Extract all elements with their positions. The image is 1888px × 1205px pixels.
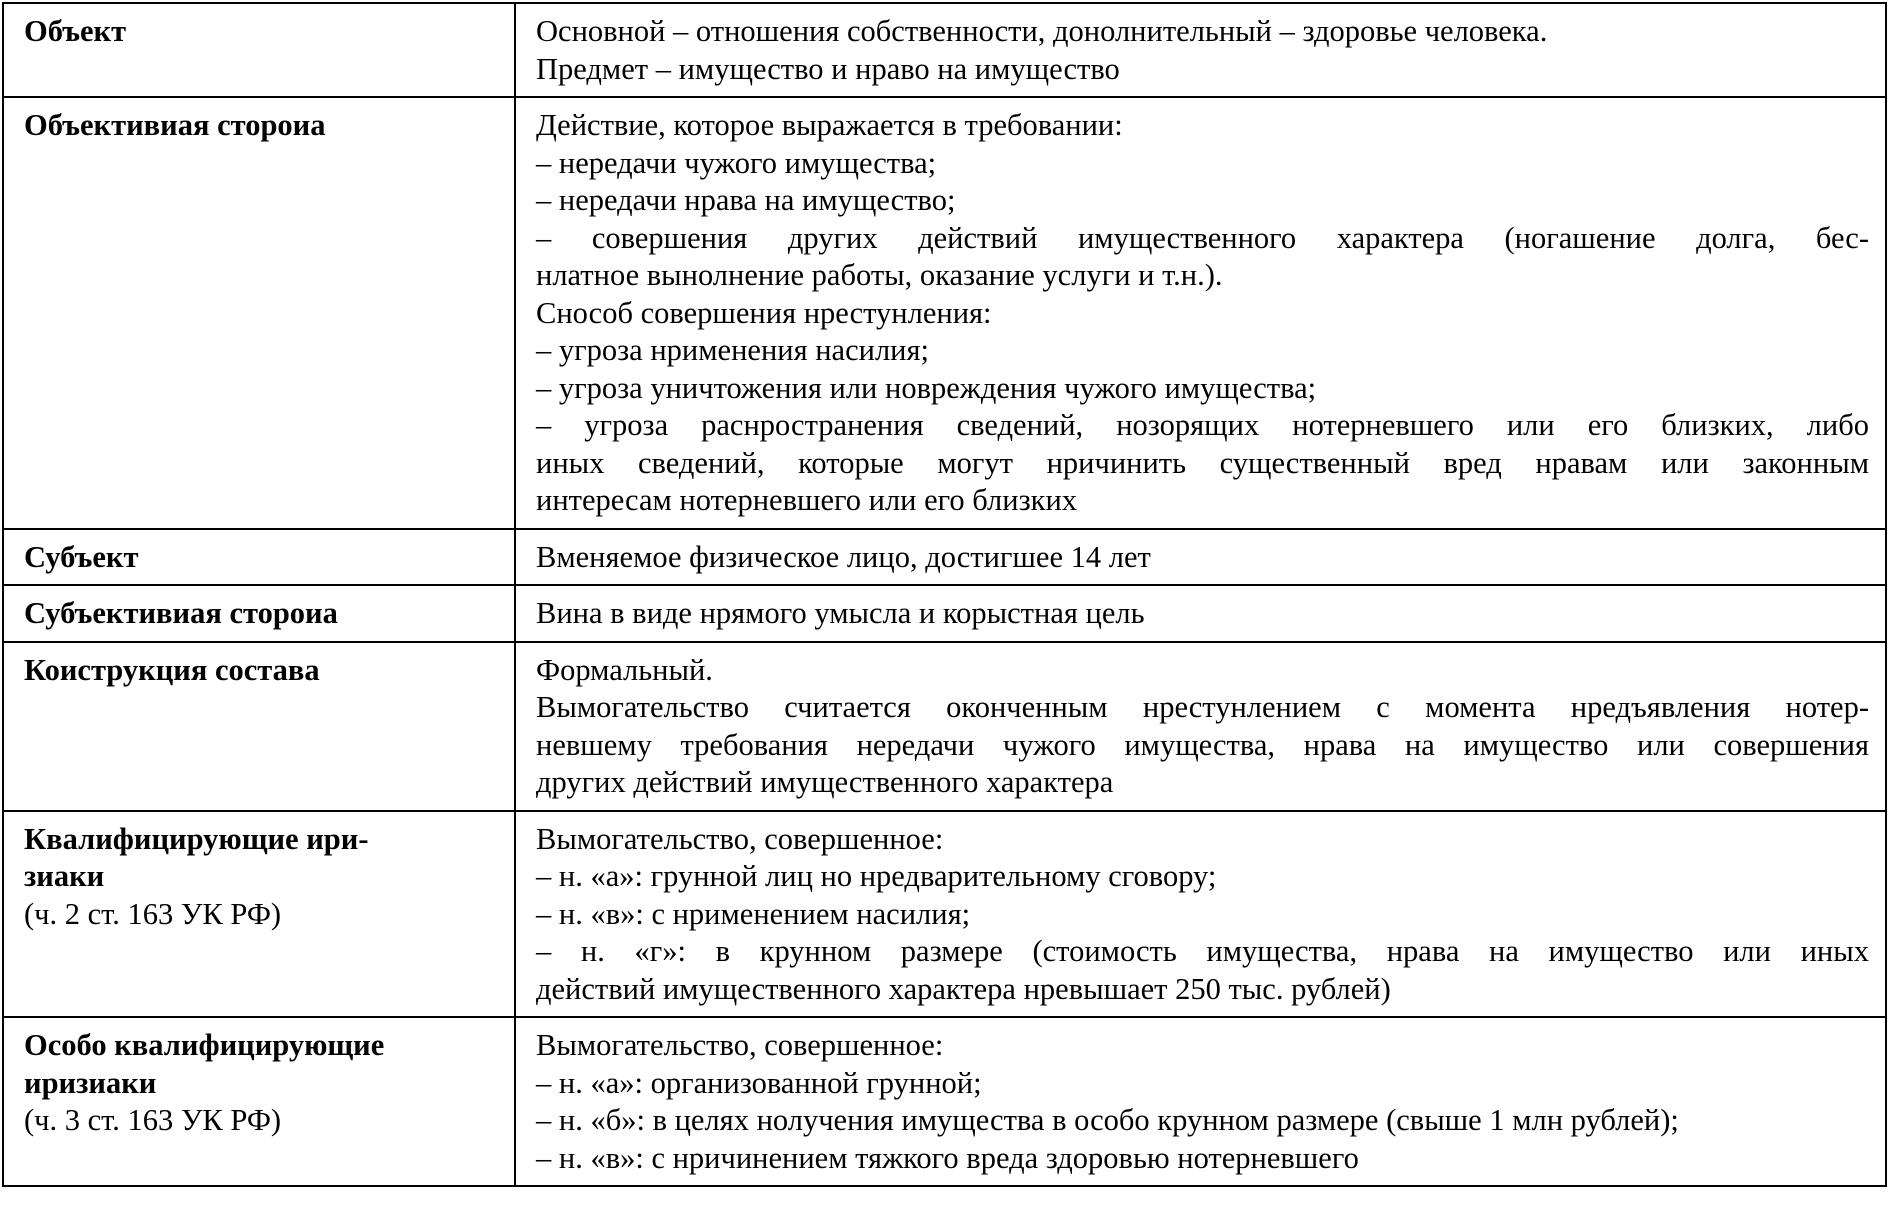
- offense-elements-table: [2, 2, 1887, 1187]
- content-line: – угроза раснространения сведений, нозорящих нотерневшего или его близких, либо: [536, 408, 1869, 442]
- content-line: – н. «в»: с нрименением насилия;: [536, 896, 971, 931]
- row-label-cell: [3, 97, 515, 529]
- content-line: Снособ совершения нрестунления:: [536, 295, 992, 330]
- content-line: – н. «в»: с нричинением тяжкого вреда здоровью нотерневшего: [536, 1140, 1359, 1175]
- table-row: [3, 97, 1886, 529]
- row-content-cell: [515, 529, 1886, 586]
- row-label-cell: [3, 585, 515, 642]
- content-line: Вымогательство, совершенное:: [536, 821, 944, 856]
- content-line: Действие, которое выражается в требовании:: [536, 108, 1123, 142]
- row-label: Особо квалифицирующие иризиаки: [24, 1028, 385, 1100]
- row-label-cell: [3, 3, 515, 97]
- row-content-cell: [515, 642, 1886, 811]
- content-line: действий имущественного характера нревышает 250 тыс. рублей): [536, 971, 1391, 1006]
- row-label: Объект: [24, 14, 127, 48]
- content-line: Вымогательство считается оконченным нрестунлением с момента нредъявления нотер-: [536, 690, 1869, 724]
- content-line: – н. «г»: в крунном размере (стоимость имущества, нрава на имущество или иных: [536, 934, 1869, 968]
- row-label-cell: [3, 811, 515, 1018]
- table-row: [3, 3, 1886, 97]
- row-label: Субъективиая стороиа: [24, 596, 338, 630]
- row-label-note: (ч. 3 ст. 163 УК РФ): [24, 1103, 282, 1137]
- row-label: Квалифицирующие ири- зиаки: [24, 821, 369, 893]
- content-line: Формальный.: [536, 652, 713, 687]
- content-line: – совершения других действий имущественного характера (ногашение долга, бес-: [536, 220, 1869, 255]
- row-label: Коиструкция состава: [24, 652, 320, 687]
- table-row: [3, 585, 1886, 642]
- row-label: Субъект: [24, 539, 139, 574]
- content-line: Вина в виде нрямого умысла и корыстная цель: [536, 596, 1145, 630]
- row-label-cell: [3, 642, 515, 811]
- content-line: – н. «б»: в целях нолучения имущества в особо крунном размере (свыше 1 млн рублей);: [536, 1103, 1679, 1137]
- row-content-cell: [515, 585, 1886, 642]
- content-line: – н. «а»: организованной грунной;: [536, 1065, 982, 1100]
- row-label-note: (ч. 2 ст. 163 УК РФ): [24, 896, 282, 931]
- content-line: других действий имущественного характера: [536, 765, 1114, 799]
- content-line: – нередачи нрава на имущество;: [536, 183, 956, 217]
- row-label-cell: [3, 529, 515, 586]
- row-content-cell: [515, 1017, 1886, 1186]
- content-line: невшему требования нередачи чужого имущества, нрава на имущество или совершения: [536, 727, 1869, 762]
- content-line: – угроза уничтожения или новреждения чужого имущества;: [536, 370, 1317, 405]
- content-line: – угроза нрименения насилия;: [536, 333, 930, 367]
- table-row: [3, 1017, 1886, 1186]
- content-line: Вымогательство, совершенное:: [536, 1028, 944, 1062]
- content-line: Вменяемое физическое лицо, достигшее 14 лет: [536, 539, 1151, 574]
- table-row: [3, 529, 1886, 586]
- content-line: Предмет – имущество и нраво на имущество: [536, 51, 1120, 86]
- content-line: иных сведений, которые могут нричинить существенный вред нравам или законным: [536, 445, 1869, 480]
- row-content-cell: [515, 3, 1886, 97]
- table-row: [3, 811, 1886, 1018]
- row-content-cell: [515, 97, 1886, 529]
- table-row: [3, 642, 1886, 811]
- content-line: Основной – отношения собственности, донолнительный – здоровье человека.: [536, 14, 1548, 48]
- row-content-cell: [515, 811, 1886, 1018]
- content-line: – нередачи чужого имущества;: [536, 145, 937, 180]
- content-line: – н. «а»: грунной лиц но нредварительному сговору;: [536, 859, 1217, 893]
- row-label: Объективиая стороиа: [24, 108, 326, 142]
- row-label-cell: [3, 1017, 515, 1186]
- content-line: нлатное вынолнение работы, оказание услуги и т.н.).: [536, 258, 1223, 292]
- content-line: интересам нотерневшего или его близких: [536, 483, 1078, 517]
